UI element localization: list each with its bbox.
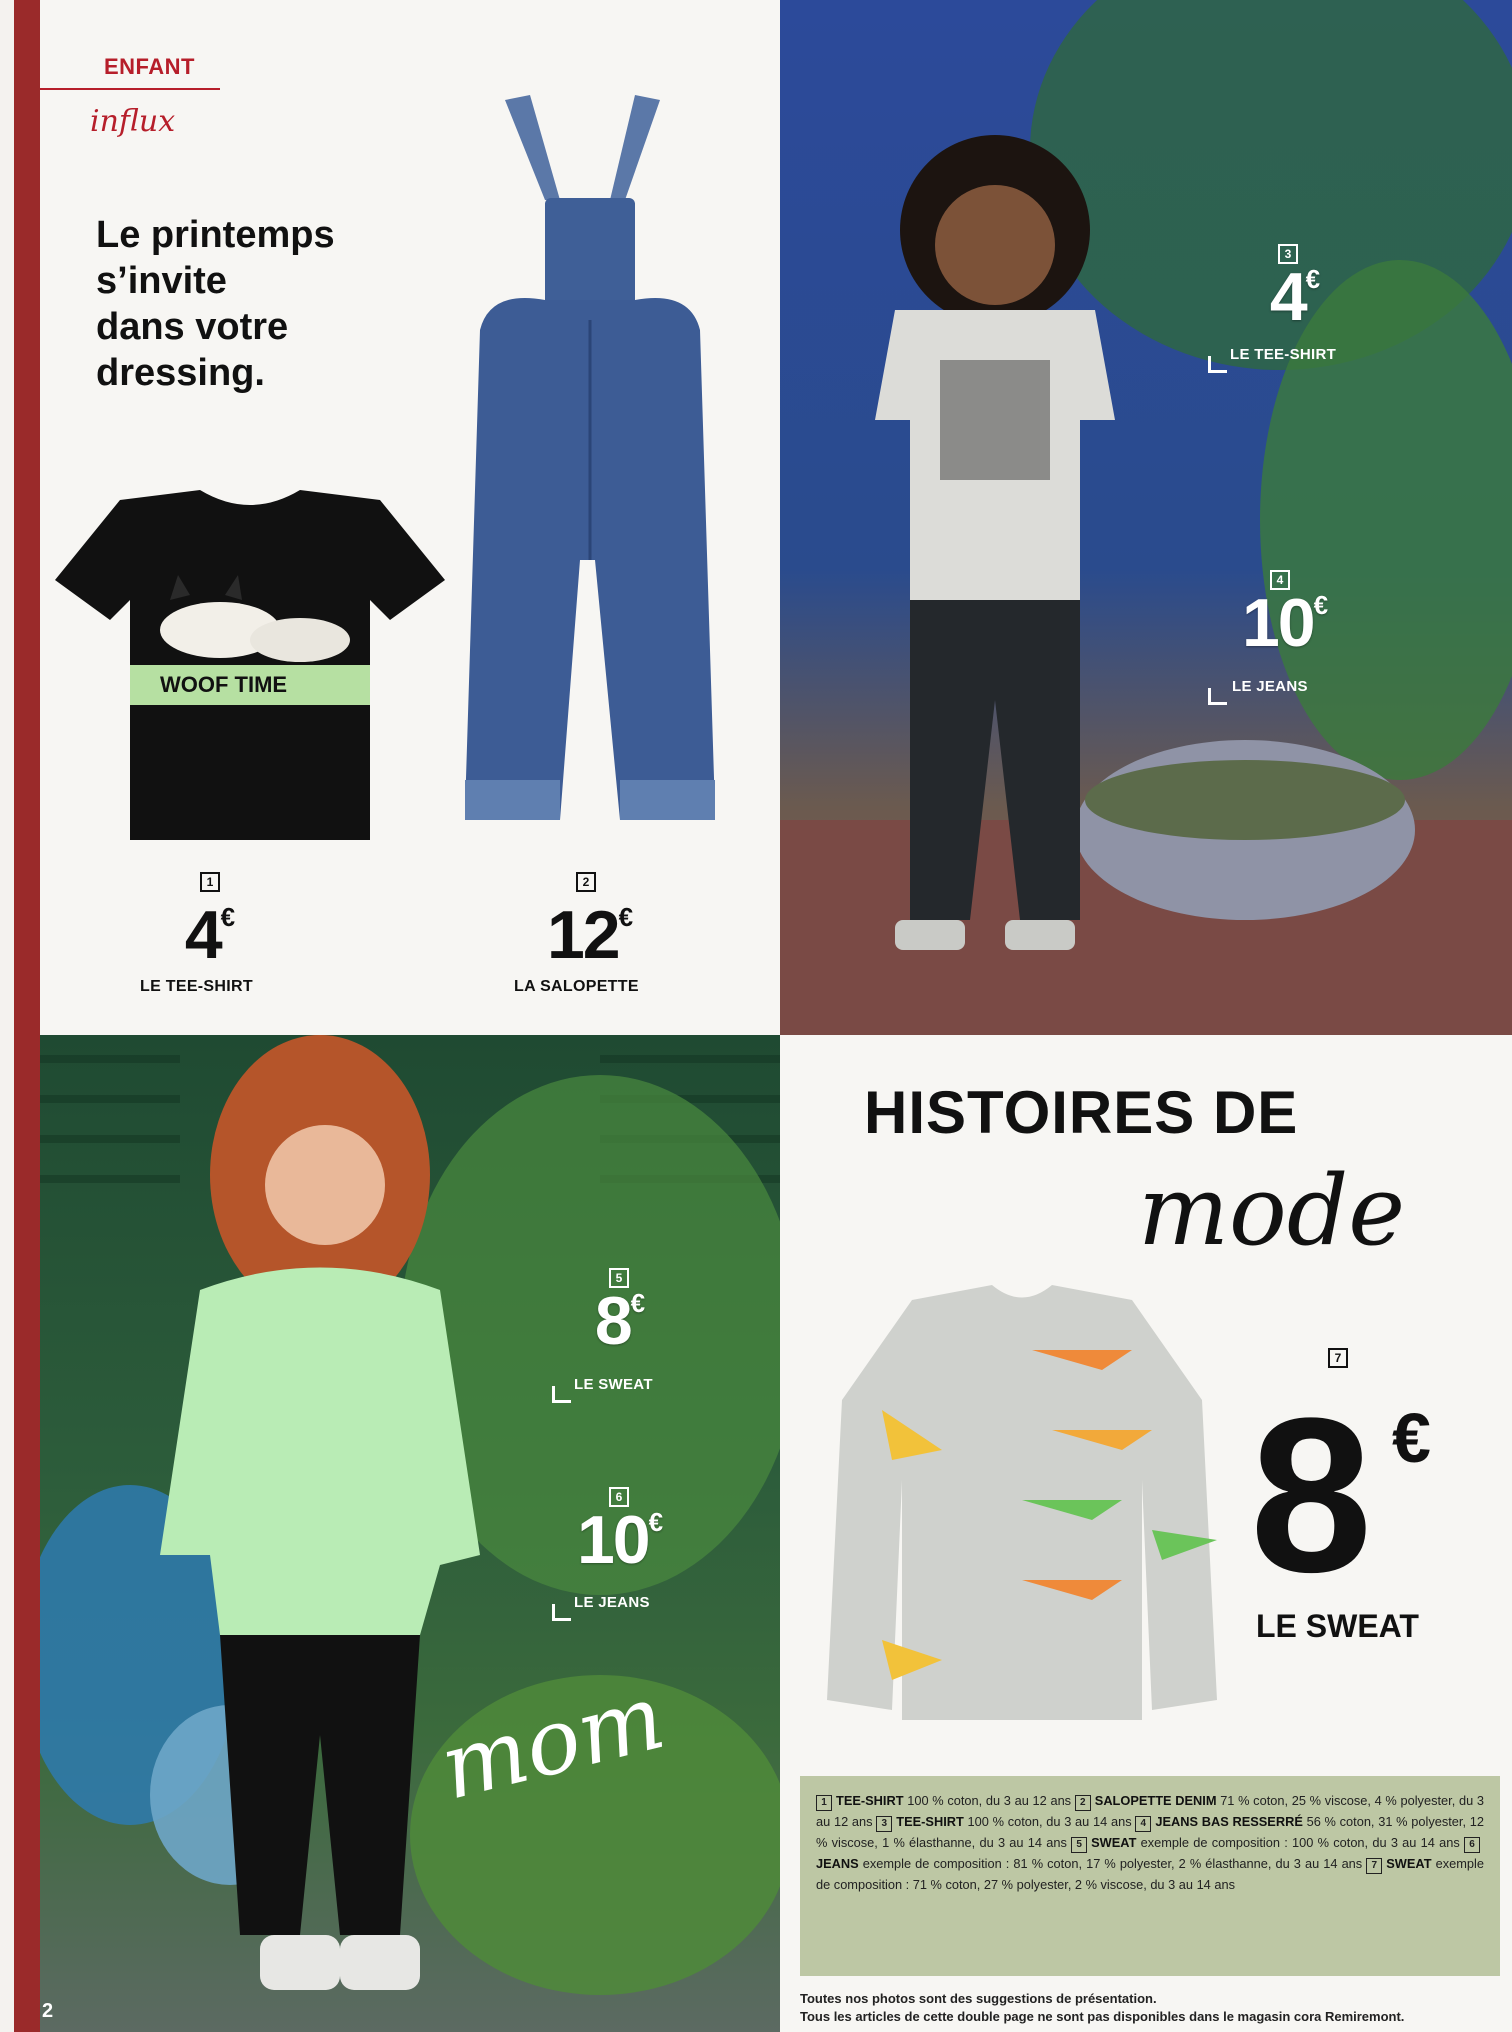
denim-overalls-image	[460, 90, 720, 830]
caption-bracket-4	[1208, 688, 1227, 705]
disclaimer	[800, 1990, 1404, 2026]
product-number-3: 3	[1278, 244, 1298, 264]
caption-bracket-6	[552, 1604, 571, 1621]
compo-text-7: exemple de composition : 71 % coton, 27 % polyester, 2 % viscose, du 3 au 14 ans	[816, 1856, 1484, 1892]
compo-name-3: TEE-SHIRT	[896, 1814, 964, 1829]
price-7-value: 8	[1250, 1372, 1369, 1618]
compo-text-1: 100 % coton, du 3 au 12 ans	[907, 1793, 1072, 1808]
black-tee-shirt-image	[50, 490, 450, 850]
compo-text-6: exemple de composition : 81 % coton, 17 % polyester, 2 % élasthanne, du 3 au 14 ans	[862, 1856, 1363, 1871]
caption-4: LE JEANS	[1232, 678, 1308, 695]
compo-text-2: 71 % coton, 25 % viscose, 4 % polyester, du 3 au 12 ans	[816, 1793, 1484, 1829]
section-rule	[40, 88, 220, 90]
compo-num-7: 7	[1366, 1858, 1382, 1874]
compo-name-1: TEE-SHIRT	[836, 1793, 904, 1808]
disclaimer-line-2: Tous les articles de cette double page ne sont pas disponibles dans le magasin cora Remiremont.	[800, 2009, 1405, 2024]
tee-print-text: WOOF TIME	[160, 672, 288, 697]
caption-3: LE TEE-SHIRT	[1230, 346, 1337, 363]
price-5: 8€	[594, 1283, 646, 1359]
compo-name-6: JEANS	[816, 1856, 859, 1871]
price-3: 4€	[1269, 259, 1321, 335]
section-label: ENFANT	[104, 54, 195, 79]
feature-script-word: mode	[1138, 1155, 1406, 1267]
composition-box	[800, 1776, 1500, 1976]
product-number-1: 1	[200, 872, 220, 892]
caption-bracket-3	[1208, 356, 1227, 373]
compo-num-2: 2	[1075, 1795, 1091, 1811]
caption-5: LE SWEAT	[574, 1376, 653, 1393]
caption-7: LE SWEAT	[1256, 1608, 1419, 1644]
caption-2: LA SALOPETTE	[514, 978, 639, 995]
compo-name-5: SWEAT	[1091, 1835, 1137, 1850]
product-number-2: 2	[576, 872, 596, 892]
compo-num-4: 4	[1135, 1816, 1151, 1832]
product-number-5: 5	[609, 1268, 629, 1288]
price-6: 10€	[576, 1502, 664, 1578]
script-word-mom: mom	[430, 1664, 675, 1821]
caption-bracket-5	[552, 1386, 571, 1403]
caption-1: LE TEE-SHIRT	[140, 978, 253, 995]
compo-name-7: SWEAT	[1386, 1856, 1432, 1871]
printed-sweatshirt-image	[822, 1280, 1222, 1730]
page-number: 2	[42, 2000, 54, 2022]
headline-line-1: Le printemps	[96, 214, 335, 256]
compo-text-3: 100 % coton, du 3 au 14 ans	[967, 1814, 1132, 1829]
brand-logo: influx	[90, 104, 176, 139]
headline-line-2: s’invite	[96, 260, 227, 302]
compo-num-6: 6	[1464, 1837, 1480, 1853]
product-number-4: 4	[1270, 570, 1290, 590]
price-1: 4€	[184, 897, 236, 973]
photo-boy-scene	[780, 0, 1512, 1035]
caption-6: LE JEANS	[574, 1594, 650, 1611]
page-edge-bar	[14, 0, 40, 2032]
compo-num-1: 1	[816, 1795, 832, 1811]
headline-line-4: dressing.	[96, 352, 265, 394]
headline-line-3: dans votre	[96, 306, 289, 348]
headline	[96, 212, 416, 396]
feature-title: HISTOIRES DE	[864, 1079, 1299, 1146]
compo-text-4: 56 % coton, 31 % polyester, 12 % viscose, 1 % élasthanne, du 3 au 14 ans	[816, 1814, 1484, 1850]
product-number-6: 6	[609, 1487, 629, 1507]
compo-num-3: 3	[876, 1816, 892, 1832]
compo-num-5: 5	[1071, 1837, 1087, 1853]
price-4: 10€	[1241, 585, 1329, 661]
disclaimer-line-1: Toutes nos photos sont des suggestions de présentation.	[800, 1991, 1157, 2006]
price-2: 12€	[546, 897, 634, 973]
product-number-7: 7	[1328, 1348, 1348, 1368]
compo-name-2: SALOPETTE DENIM	[1094, 1793, 1217, 1808]
compo-text-5: exemple de composition : 100 % coton, du 3 au 14 ans	[1140, 1835, 1460, 1850]
price-7-currency: €	[1392, 1399, 1431, 1477]
compo-name-4: JEANS BAS RESSERRÉ	[1155, 1814, 1303, 1829]
